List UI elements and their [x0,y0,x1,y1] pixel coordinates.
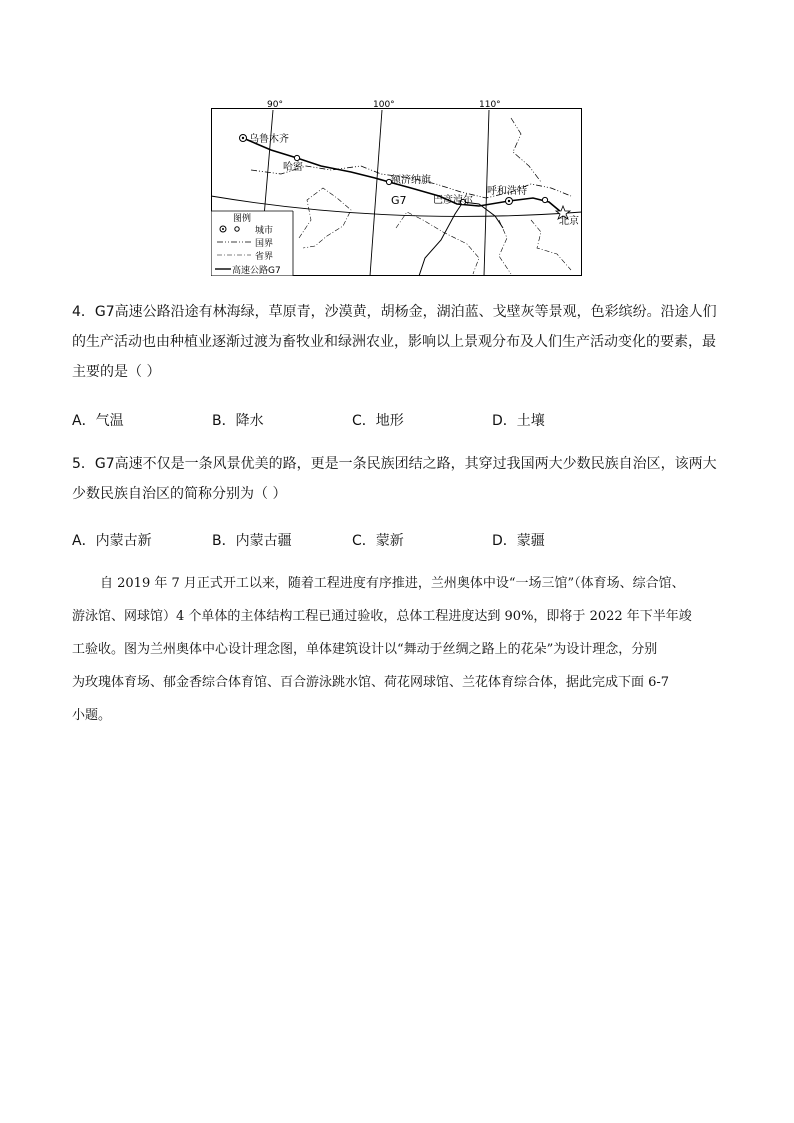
question-5-text: 5．G7高速不仅是一条风景优美的路，更是一条民族团结之路，其穿过我国两大少数民族自治区，该两大 少数民族自治区的简称分别为（ ） [72,456,717,502]
legend-provincial-border-label: 省界 [255,252,274,262]
question-4-text: 4．G7高速公路沿途有林海绿，草原青，沙漠黄，胡杨金，湖泊蓝、戈壁灰等景观，色彩缤纷。沿途人们 的生产活动也由种植业逐渐过渡为畜牧业和绿洲农业，影响以上景观分布及人们生产活动变化的要素，最 主要的是（ ） [72,304,717,380]
legend-highway-label: 高速公路G7 [232,266,281,276]
question-4-options [72,410,722,430]
lon-label-90: 90° [267,100,283,110]
city-hami-marker [294,155,299,160]
city-label-bayannur: 巴彦淖尔 [433,195,473,206]
option-c[interactable]: C．地形 [352,413,404,429]
city-label-urumqi: 乌鲁木齐 [249,134,289,145]
city-extra-marker [542,197,547,202]
lon-label-100: 100° [373,100,395,110]
option-b[interactable]: B．降水 [212,413,264,429]
city-label-hami: 哈密 [283,162,303,173]
route-label-g7: G7 [391,194,407,207]
legend-title: 图例 [233,214,252,224]
city-label-hohhot: 呼和浩特 [487,186,527,197]
option-d[interactable]: D．蒙疆 [492,533,545,549]
material-paragraph: 自 2019 年 7 月正式开工以来，随着工程进度有序推进，兰州奥体中设“一场三馆”（体育场、综合馆、 游泳馆、网球馆）4 个单体的主体结构工程已通过验收，总体工程进度达到 90%，即将于 2022 年下半年竣 工验收。图为兰州奥体中心设计理念图，单体建筑设计以“舞动于丝绸之路上的花朵”为设计理念，分别 为玫瑰体育场、郁金香综合体育馆、百合游泳跳水馆、荷花网球馆、兰花体育综合体，据此完成下面 6-7 小题。 [72,576,692,723]
g7-route-map [211,100,582,276]
option-b[interactable]: B．内蒙古疆 [212,533,292,549]
option-c[interactable]: C．蒙新 [352,533,404,549]
lon-label-110: 110° [479,100,501,110]
legend-national-border-label: 国界 [255,239,274,249]
city-label-ejina: 额济纳旗 [391,175,431,186]
question-5-options [72,530,722,550]
legend-city-label: 城市 [255,226,274,236]
city-label-beijing: 北京 [559,216,579,227]
option-a[interactable]: A．内蒙古新 [72,533,152,549]
option-a[interactable]: A．气温 [72,413,124,429]
option-d[interactable]: D．土壤 [492,413,545,429]
